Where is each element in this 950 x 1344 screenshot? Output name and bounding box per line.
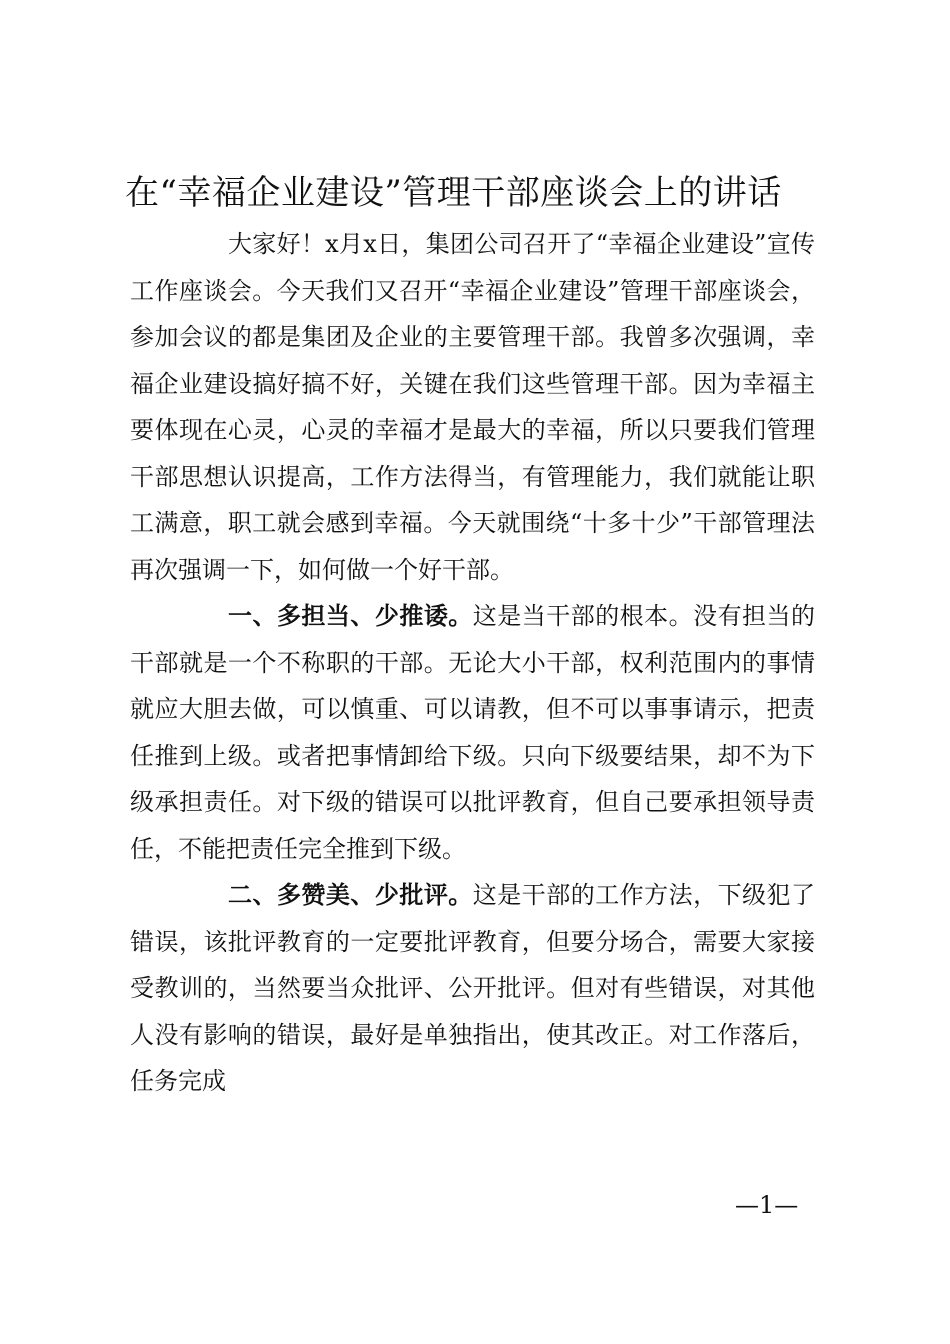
document-title: 在“幸福企业建设”管理干部座谈会上的讲话 [125,173,782,213]
paragraph-section-1 [130,593,815,872]
page-number: —1— [735,1191,799,1219]
document-body [130,221,815,1105]
paragraph-text: 这是当干部的根本。没有担当的干部就是一个不称职的干部。无论大小干部，权利范围内的事情就应大胆去做，可以慎重、可以请教，但不可以事事请示，把责任推到上级。或者把事情卸给下级。只向下级要结果，却不为下级承担责任。对下级的错误可以批评教育，但自己要承担领导责任，不能把责任完全推到下级。 [130,602,816,863]
paragraph-text: 这是干部的工作方法，下级犯了错误，该批评教育的一定要批评教育，但要分场合，需要大家接受教训的，当然要当众批评、公开批评。但对有些错误，对其他人没有影响的错误，最好是单独指出，使其改正。对工作落后，任务完成 [130,881,816,1095]
paragraph-intro [130,221,815,593]
section-heading: 二、多赞美、少批评。 [228,880,473,909]
paragraph-text: 大家好！x月x日，集团公司召开了“幸福企业建设”宣传工作座谈会。今天我们又召开“幸福企业建设”管理干部座谈会，参加会议的都是集团及企业的主要管理干部。我曾多次强调，幸福企业建设搞好搞不好，关键在我们这些管理干部。因为幸福主要体现在心灵，心灵的幸福才是最大的幸福，所以只要我们管理干部思想认识提高，工作方法得当，有管理能力，我们就能让职工满意，职工就会感到幸福。今天就围绕“十多十少”干部管理法再次强调一下，如何做一个好干部。 [130,230,815,584]
section-heading: 一、多担当、少推诿。 [228,601,473,630]
paragraph-section-2 [130,872,815,1105]
